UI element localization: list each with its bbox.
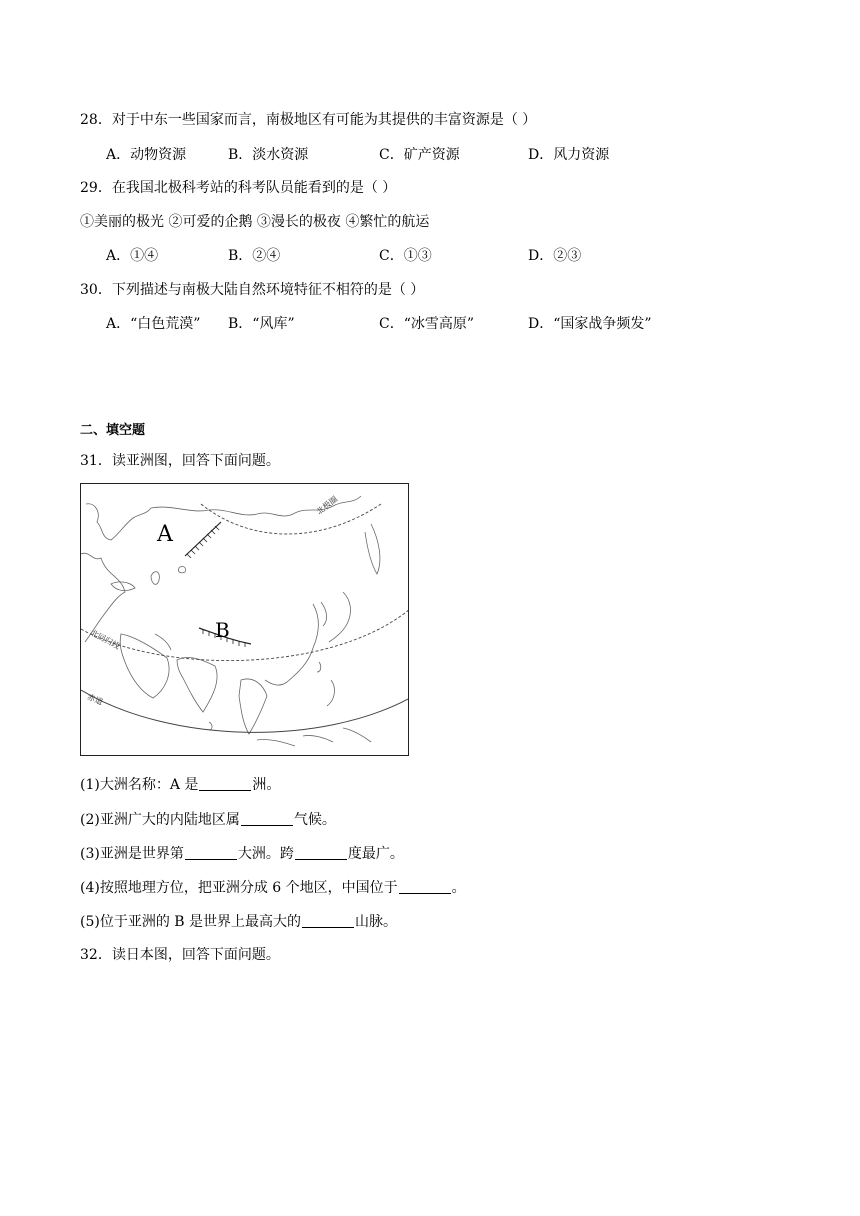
- q29-option-d: D．②③: [528, 248, 582, 264]
- kamchatka: [365, 524, 380, 574]
- q31-part-3: [80, 844, 404, 864]
- map-label-arctic-circle: 北极圈: [314, 494, 340, 517]
- question-29-stem: 29．在我国北极科考站的科考队员能看到的是（ ）: [80, 180, 397, 196]
- q30-option-c: C．“冰雪高原”: [379, 316, 475, 332]
- q30-option-a: A．“白色荒漠”: [106, 316, 201, 332]
- q29-option-a: A．①④: [106, 248, 159, 264]
- arabia: [120, 634, 169, 698]
- question-31-stem: 31．读亚洲图，回答下面问题。: [80, 453, 280, 469]
- answer-blank[interactable]: [295, 845, 347, 860]
- q29-option-c: C．①③: [379, 248, 432, 264]
- taiwan: [317, 662, 321, 672]
- caspian: [151, 572, 159, 585]
- asia-map: [80, 483, 409, 756]
- section-heading-fill-in: 二、填空题: [80, 423, 146, 438]
- q28-option-a: A．动物资源: [106, 147, 187, 163]
- arctic-circle-line: [201, 504, 381, 534]
- q28-option-d: D．风力资源: [528, 147, 610, 163]
- q31-part-1-text: (1)大洲名称：A 是: [80, 777, 199, 793]
- map-label-a: A: [157, 522, 173, 547]
- q31-part-5-suffix: 山脉。: [355, 914, 398, 930]
- q29-option-b: B．②④: [228, 248, 281, 264]
- q31-part-2-text: (2)亚洲广大的内陆地区属: [80, 812, 240, 828]
- q31-part-1-suffix: 洲。: [252, 777, 281, 793]
- q30-option-b: B．“风库”: [228, 316, 295, 332]
- q31-part-1: [80, 775, 280, 795]
- answer-blank[interactable]: [399, 879, 451, 894]
- question-29-statements: ①美丽的极光 ②可爱的企鹅 ③漫长的极夜 ④繁忙的航运: [80, 214, 430, 230]
- q31-part-5: [80, 912, 397, 932]
- q28-option-b: B．淡水资源: [228, 147, 309, 163]
- scandinavia-coast: [86, 504, 151, 540]
- q30-option-d: D．“国家战争频发”: [528, 316, 652, 332]
- map-label-b: B: [215, 618, 230, 642]
- q31-part-3-suffix: 度最广。: [347, 846, 404, 862]
- q31-part-2: [80, 810, 336, 830]
- asia-map-drawing: [81, 484, 409, 756]
- persian-gulf: [155, 634, 171, 650]
- q31-part-3-text: (3)亚洲是世界第: [80, 846, 184, 862]
- aral: [178, 566, 185, 572]
- map-label-equator: 赤道: [85, 692, 105, 707]
- question-30-stem: 30．下列描述与南极大陆自然环境特征不相符的是（ ）: [80, 282, 425, 298]
- q31-part-4-suffix: 。: [451, 880, 466, 896]
- sri-lanka: [209, 722, 212, 730]
- korea: [321, 602, 327, 626]
- china-coast: [265, 604, 318, 685]
- question-28-stem: 28．对于中东一些国家而言，南极地区有可能为其提供的丰富资源是（ ）: [80, 112, 537, 128]
- indochina: [239, 679, 267, 734]
- tropic-of-cancer-line: [81, 609, 409, 661]
- q31-part-3-mid: 大洲。跨: [237, 846, 294, 862]
- japan: [329, 592, 350, 642]
- ural-mountains: [185, 522, 221, 558]
- europe-coast: [81, 553, 125, 642]
- q31-part-4-text: (4)按照地理方位，把亚洲分成 6 个地区，中国位于: [80, 880, 398, 896]
- q31-part-4: [80, 878, 466, 898]
- answer-blank[interactable]: [302, 913, 354, 928]
- india: [177, 658, 217, 712]
- indonesia: [257, 728, 371, 746]
- question-32-stem: 32．读日本图，回答下面问题。: [80, 947, 280, 963]
- answer-blank[interactable]: [199, 776, 251, 791]
- answer-blank[interactable]: [185, 845, 237, 860]
- q28-option-c: C．矿产资源: [379, 147, 460, 163]
- map-label-tropic-of-cancer: 北回归线: [88, 628, 122, 651]
- q31-part-2-suffix: 气候。: [293, 812, 336, 828]
- philippines: [327, 680, 334, 706]
- q31-part-5-text: (5)位于亚洲的 B 是世界上最高大的: [80, 914, 302, 930]
- answer-blank[interactable]: [241, 811, 293, 826]
